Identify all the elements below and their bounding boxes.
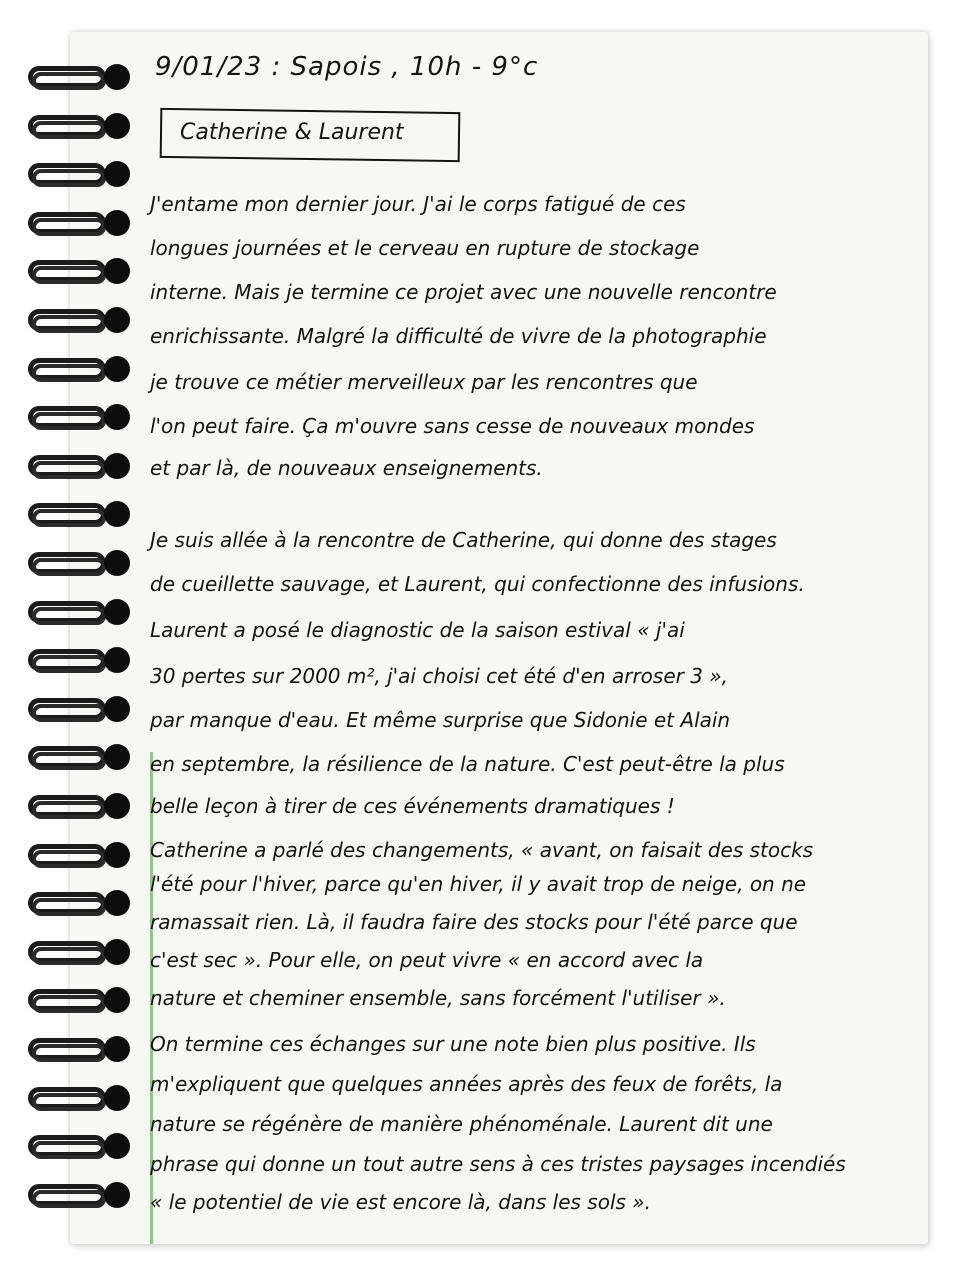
spiral-ring [28, 744, 122, 770]
ring-loop [32, 655, 106, 673]
ring-loop [32, 801, 106, 819]
spiral-ring [28, 113, 122, 139]
ring-loop [32, 169, 106, 187]
text-line: je trouve ce métier merveilleux par les rencontres que [150, 370, 698, 394]
ring-loop [32, 509, 106, 527]
text-line: l'on peut faire. Ça m'ouvre sans cesse de nouveaux mondes [150, 414, 755, 438]
text-line: J'entame mon dernier jour. J'ai le corps fatigué de ces [150, 192, 686, 216]
spiral-ring [28, 356, 122, 382]
text-line: « le potentiel de vie est encore là, dans les sols ». [150, 1190, 651, 1214]
ring-loop [32, 947, 106, 965]
spiral-ring [28, 210, 122, 236]
punch-hole [104, 696, 130, 722]
spiral-ring [28, 453, 122, 479]
text-line: enrichissante. Malgré la difficulté de vivre de la photographie [150, 324, 767, 348]
text-line: On termine ces échanges sur une note bien plus positive. Ils [150, 1032, 756, 1056]
spiral-ring [28, 987, 122, 1013]
text-line: longues journées et le cerveau en rupture de stockage [150, 236, 700, 260]
punch-hole [104, 842, 130, 868]
ring-loop [32, 364, 106, 382]
ring-loop [32, 121, 106, 139]
ring-loop [32, 1190, 106, 1208]
punch-hole [104, 1133, 130, 1159]
punch-hole [104, 890, 130, 916]
text-line: m'expliquent que quelques années après des feux de forêts, la [150, 1072, 783, 1096]
ring-loop [32, 266, 106, 284]
punch-hole [104, 307, 130, 333]
spiral-ring [28, 501, 122, 527]
spiral-ring [28, 1182, 122, 1208]
text-line: nature se régénère de manière phénoménale. Laurent dit une [150, 1112, 773, 1136]
spiral-ring [28, 307, 122, 333]
ring-loop [32, 898, 106, 916]
punch-hole [104, 210, 130, 236]
text-line: interne. Mais je termine ce projet avec une nouvelle rencontre [150, 280, 777, 304]
punch-hole [104, 1182, 130, 1208]
spiral-ring [28, 1085, 122, 1111]
spiral-ring [28, 793, 122, 819]
ring-loop [32, 315, 106, 333]
punch-hole [104, 550, 130, 576]
spiral-ring [28, 890, 122, 916]
text-line: Laurent a posé le diagnostic de la saison estival « j'ai [150, 618, 685, 642]
punch-hole [104, 404, 130, 430]
spiral-ring [28, 842, 122, 868]
spiral-ring [28, 647, 122, 673]
text-line: Je suis allée à la rencontre de Catherine, qui donne des stages [150, 528, 777, 552]
ring-loop [32, 218, 106, 236]
spiral-ring [28, 258, 122, 284]
punch-hole [104, 161, 130, 187]
punch-hole [104, 1085, 130, 1111]
punch-hole [104, 647, 130, 673]
punch-hole [104, 939, 130, 965]
spiral-ring [28, 696, 122, 722]
text-line: c'est sec ». Pour elle, on peut vivre « en accord avec la [150, 948, 704, 972]
punch-hole [104, 1036, 130, 1062]
text-line: belle leçon à tirer de ces événements dramatiques ! [150, 794, 675, 818]
spiral-ring [28, 550, 122, 576]
ring-loop [32, 412, 106, 430]
ring-loop [32, 752, 106, 770]
text-line: en septembre, la résilience de la nature. C'est peut-être la plus [150, 752, 785, 776]
text-line: nature et cheminer ensemble, sans forcément l'utiliser ». [150, 986, 726, 1010]
spiral-ring [28, 64, 122, 90]
ring-loop [32, 558, 106, 576]
punch-hole [104, 356, 130, 382]
punch-hole [104, 453, 130, 479]
ring-loop [32, 461, 106, 479]
spiral-ring [28, 404, 122, 430]
text-line: ramassait rien. Là, il faudra faire des stocks pour l'été parce que [150, 910, 798, 934]
ring-loop [32, 72, 106, 90]
ring-loop [32, 607, 106, 625]
punch-hole [104, 793, 130, 819]
spiral-ring [28, 939, 122, 965]
text-line: phrase qui donne un tout autre sens à ces tristes paysages incendiés [150, 1152, 846, 1176]
text-line: par manque d'eau. Et même surprise que Sidonie et Alain [150, 708, 731, 732]
spiral-ring [28, 161, 122, 187]
punch-hole [104, 64, 130, 90]
text-line: 30 pertes sur 2000 m², j'ai choisi cet été d'en arroser 3 », [150, 664, 728, 688]
ring-loop [32, 995, 106, 1013]
entry-heading: 9/01/23 : Sapois , 10h - 9°c [155, 52, 539, 82]
ring-loop [32, 1044, 106, 1062]
spiral-ring [28, 1133, 122, 1159]
names-label: Catherine & Laurent [180, 120, 404, 145]
spiral-ring [28, 1036, 122, 1062]
text-line: et par là, de nouveaux enseignements. [150, 456, 543, 480]
punch-hole [104, 599, 130, 625]
ring-loop [32, 1141, 106, 1159]
text-line: l'été pour l'hiver, parce qu'en hiver, il y avait trop de neige, on ne [150, 872, 807, 896]
ring-loop [32, 1093, 106, 1111]
ring-loop [32, 850, 106, 868]
text-line: Catherine a parlé des changements, « avant, on faisait des stocks [150, 838, 814, 862]
spiral-ring [28, 599, 122, 625]
ring-loop [32, 704, 106, 722]
punch-hole [104, 113, 130, 139]
text-line: de cueillette sauvage, et Laurent, qui confectionne des infusions. [150, 572, 805, 596]
